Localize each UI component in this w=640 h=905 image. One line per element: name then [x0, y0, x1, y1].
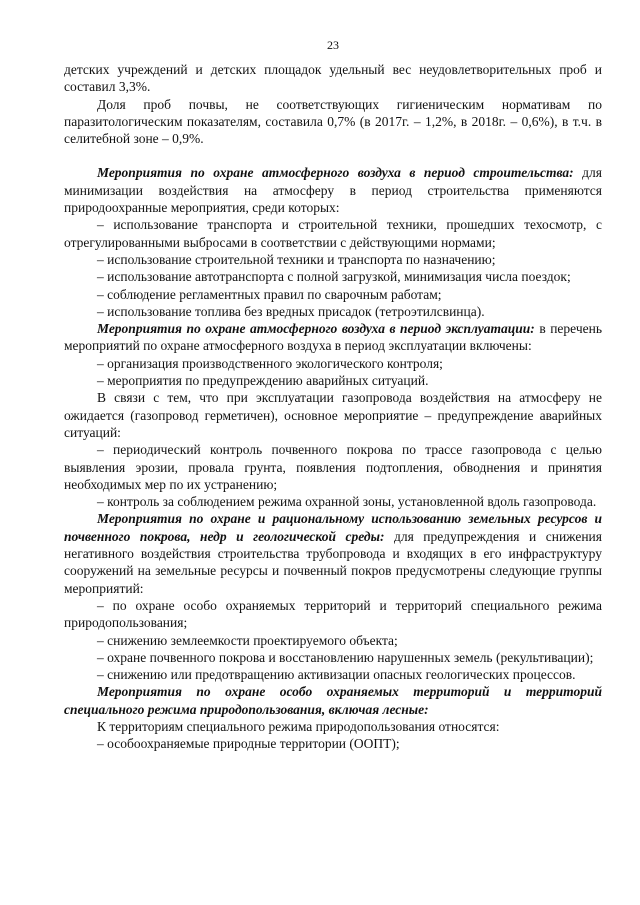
- list-item-text: – контроль за соблюдением режима охранной зоны, установленной вдоль газопровода.: [97, 494, 597, 510]
- section-heading: Мероприятия по охране атмосферного воздуха в период эксплуатации:: [97, 321, 535, 337]
- list-item-text: – охране почвенного покрова и восстановлению нарушенных земель (рекультивации);: [97, 649, 594, 665]
- list-item: [64, 216, 602, 251]
- list-item-text: – организация производственного экологического контроля;: [97, 355, 443, 371]
- list-item: [64, 735, 602, 752]
- list-item: [64, 666, 602, 683]
- section-paragraph: [64, 683, 602, 718]
- paragraph-text: К территориям специального режима природопользования относятся:: [97, 718, 500, 734]
- paragraph-text: для минимизации воздействия на атмосферу в период строительства применяются природоохранные мероприятия, среди которых:: [64, 165, 602, 216]
- page-number: 23: [327, 38, 339, 52]
- list-item: [64, 632, 602, 649]
- list-item-text: – по охране особо охраняемых территорий и территорий специального режима природопользования;: [64, 597, 602, 631]
- paragraph-text: Доля проб почвы, не соответствующих гигиеническим нормативам по паразитологическим показателям, составила 0,7% (в 2017г. – 1,2%, в 2018г. – 0,6%), в т.ч. в селитебной зоне – 0,9%.: [64, 96, 602, 147]
- paragraph: [64, 389, 602, 441]
- list-item-text: – использование строительной техники и транспорта по назначению;: [97, 251, 496, 267]
- list-item-text: – соблюдение регламентных правил по сварочным работам;: [97, 286, 442, 302]
- paragraph-text: для предупреждения и снижения негативного воздействия строительства трубопровода и входящих в его инфраструктуру сооружений на земельные ресурсы и почвенный покров предусмотрены следующие группы мероприятий:: [64, 528, 602, 596]
- list-item-text: – особоохраняемые природные территории (ООПТ);: [97, 736, 400, 752]
- list-item-text: – использование автотранспорта с полной загрузкой, минимизация числа поездок;: [97, 269, 571, 285]
- paragraph-text: детских учреждений и детских площадок удельный вес неудовлетворительных проб и составил 3,3%.: [64, 62, 602, 95]
- section-paragraph: [64, 320, 602, 355]
- paragraph: [64, 61, 602, 96]
- section-heading: Мероприятия по охране особо охраняемых территорий и территорий специального режима природопользования, включая лесные:: [64, 684, 602, 717]
- list-item: [64, 441, 602, 493]
- list-item: [64, 493, 602, 510]
- paragraph-text: В связи с тем, что при эксплуатации газопровода воздействия на атмосферу не ожидается (газопровод герметичен), основное мероприятие – предупреждение аварийных ситуаций:: [64, 390, 602, 440]
- list-item-text: – снижению землеемкости проектируемого объекта;: [97, 632, 398, 648]
- list-item-text: – использование топлива без вредных присадок (тетроэтилсвинца).: [97, 303, 485, 319]
- list-item: [64, 286, 602, 303]
- paragraph: [64, 96, 602, 148]
- list-item: [64, 355, 602, 372]
- list-item-text: – мероприятия по предупреждению аварийных ситуаций.: [97, 373, 429, 389]
- list-item: [64, 303, 602, 320]
- list-item: [64, 251, 602, 268]
- list-item-text: – использование транспорта и строительной техники, прошедших техосмотр, с отрегулированными выбросами в соответствии с действующими нормами;: [64, 217, 602, 250]
- list-item-text: – снижению или предотвращению активизации опасных геологических процессов.: [97, 667, 576, 683]
- list-item: [64, 597, 602, 632]
- list-item-text: – периодический контроль почвенного покрова по трассе газопровода с целью выявления эрозии, провала грунта, появления подтопления, обводнения и принятия необходимых мер по их устранению;: [64, 442, 602, 492]
- section-paragraph: [64, 164, 602, 216]
- section-heading: Мероприятия по охране атмосферного воздуха в период строительства:: [97, 165, 574, 181]
- list-item: [64, 649, 602, 666]
- list-item: [64, 372, 602, 389]
- section-heading: Мероприятия по охране и рациональному использованию земельных ресурсов и почвенного покрова, недр и геологической среды:: [64, 511, 602, 544]
- paragraph: [64, 718, 602, 735]
- paragraph-text: в перечень мероприятий по охране атмосферного воздуха в период эксплуатации включены:: [64, 321, 602, 354]
- list-item: [64, 268, 602, 285]
- section-paragraph: [64, 510, 602, 596]
